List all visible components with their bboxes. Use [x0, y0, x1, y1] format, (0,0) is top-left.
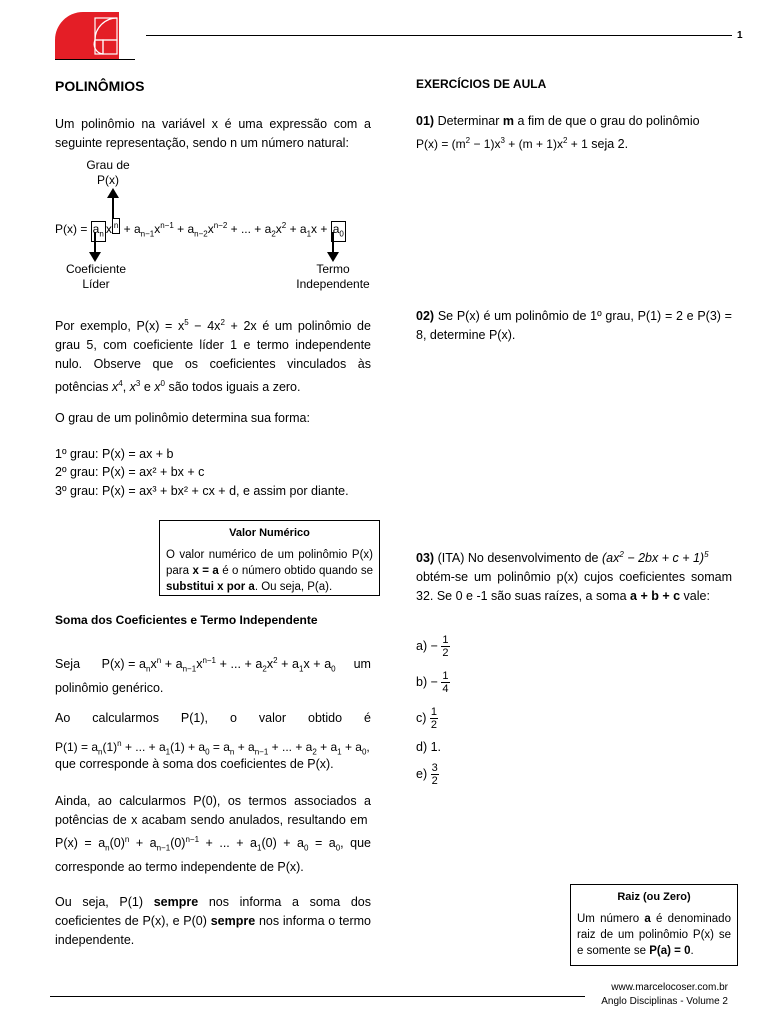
seja-paragraph: Seja $P(x) = a_nx^n + a_{n-1}x^{n-1}$ + ... + $a_2x^2 + a_1x + a_0$ um polinômio genérico.: [55, 656, 371, 695]
soma-title: Soma dos Coeficientes e Termo Independente: [55, 613, 318, 627]
header-rule: [146, 35, 732, 36]
page-number: 1: [737, 30, 743, 41]
option-e: e) $\frac{3}{2}$: [416, 762, 438, 787]
termo-label: Termo Independente: [296, 262, 370, 291]
footer-rule: [50, 996, 585, 997]
intro-text: Um polinômio na variável x é uma expressão com a seguinte representação, sendo n um número natural:: [55, 117, 371, 150]
exercise-01: 01) Determinar m a fim de que o grau do polinômio $P(x) = (m^2 - 1)x^3 + (m + 1)x^2 + 1$ seja 2.: [416, 114, 700, 151]
ao-calc: Ao calcularmos P(1), o valor obtido é: [55, 711, 371, 725]
ainda-paragraph: Ainda, ao calcularmos P(0), os termos associados a potências de x acabam sendo anulados, resultando em $P(x) = a_n(0)^n + a_{n-1}(0)^{n-1}$ + ... + $a_1(0) + a_0 = a_0$, que corresponde ao termo independente de P(x).: [55, 794, 371, 874]
general-polynomial: $P(x) = a_n$ x $^n + a_{n-1}x^{n-1} + a_{n-2}x^{n-2}$ + ... + $a_2x^2 + a_1x + a_0$: [55, 218, 346, 242]
polynomial-diagram: [55, 158, 371, 298]
coeficiente-label: Coeficiente Líder: [65, 262, 127, 291]
grau-label: Grau de P(x): [86, 158, 130, 187]
raiz-box: [570, 884, 738, 966]
grau-3: 3º grau: P(x) = ax³ + bx² + cx + d, e assim por diante.: [55, 484, 349, 498]
corresponde-soma: que corresponde à soma dos coeficientes de P(x).: [55, 757, 334, 771]
p1-formula: $P(1) = a_n(1)^n$ + ... + $a_1(1) + a_0 = a_n + a_{n-1}$ + ... + $a_2 + a_1 + a_0$,: [55, 739, 370, 757]
raiz-title: Raiz (ou Zero): [617, 891, 691, 903]
option-b: b) − $\frac{1}{4}$: [416, 670, 449, 695]
raiz-body: Um número a é denominado raiz de um polinômio P(x) se e somente se P(a) = 0.: [577, 913, 731, 957]
footer-book: Anglo Disciplinas - Volume 2: [601, 996, 728, 1007]
grau-1: 1º grau: P(x) = ax + b: [55, 447, 174, 461]
exercicios-title: EXERCÍCIOS DE AULA: [416, 77, 547, 91]
footer: [590, 981, 728, 1009]
valor-numerico-box: [159, 520, 380, 596]
grau-intro: O grau de um polinômio determina sua forma:: [55, 411, 310, 425]
valor-numerico-body: O valor numérico de um polinômio P(x) para x = a é o número obtido quando se substitui x por a. Ou seja, P(a).: [166, 549, 373, 593]
footer-site: www.marcelocoser.com.br: [611, 982, 728, 993]
ou-seja-paragraph: Ou seja, P(1) sempre nos informa a soma dos coeficientes de P(x), e P(0) sempre nos informa o termo independente.: [55, 895, 371, 947]
example-paragraph: Por exemplo, $P(x) = x^5 - 4x^2 + 2x$ é um polinômio de grau 5, com coeficiente líder 1 e termo independente nulo. Observe que os coeficientes vinculados às potências $x^4$, $x^3$ e $x^0$ são todos iguais a zero.: [55, 318, 371, 395]
exercise-03: 03) (ITA) No desenvolvimento de $(ax^2 - 2bx + c + 1)^5$ obtém-se um polinômio p(x) cujos coeficientes somam 32. Se 0 e -1 são suas raízes, a soma a + b + c vale:: [416, 550, 732, 604]
option-c: c) $\frac{1}{2}$: [416, 706, 438, 731]
option-a: a) − $\frac{1}{2}$: [416, 634, 449, 659]
option-d: d) 1.: [416, 740, 442, 754]
valor-numerico-title: Valor Numérico: [229, 527, 310, 539]
logo-icon: [55, 12, 135, 60]
grau-2: 2º grau: P(x) = ax² + bx + c: [55, 465, 205, 479]
page-title: POLINÔMIOS: [55, 78, 145, 94]
exercise-02: 02) Se P(x) é um polinômio de 1º grau, P(1) = 2 e P(3) = 8, determine P(x).: [416, 309, 732, 342]
